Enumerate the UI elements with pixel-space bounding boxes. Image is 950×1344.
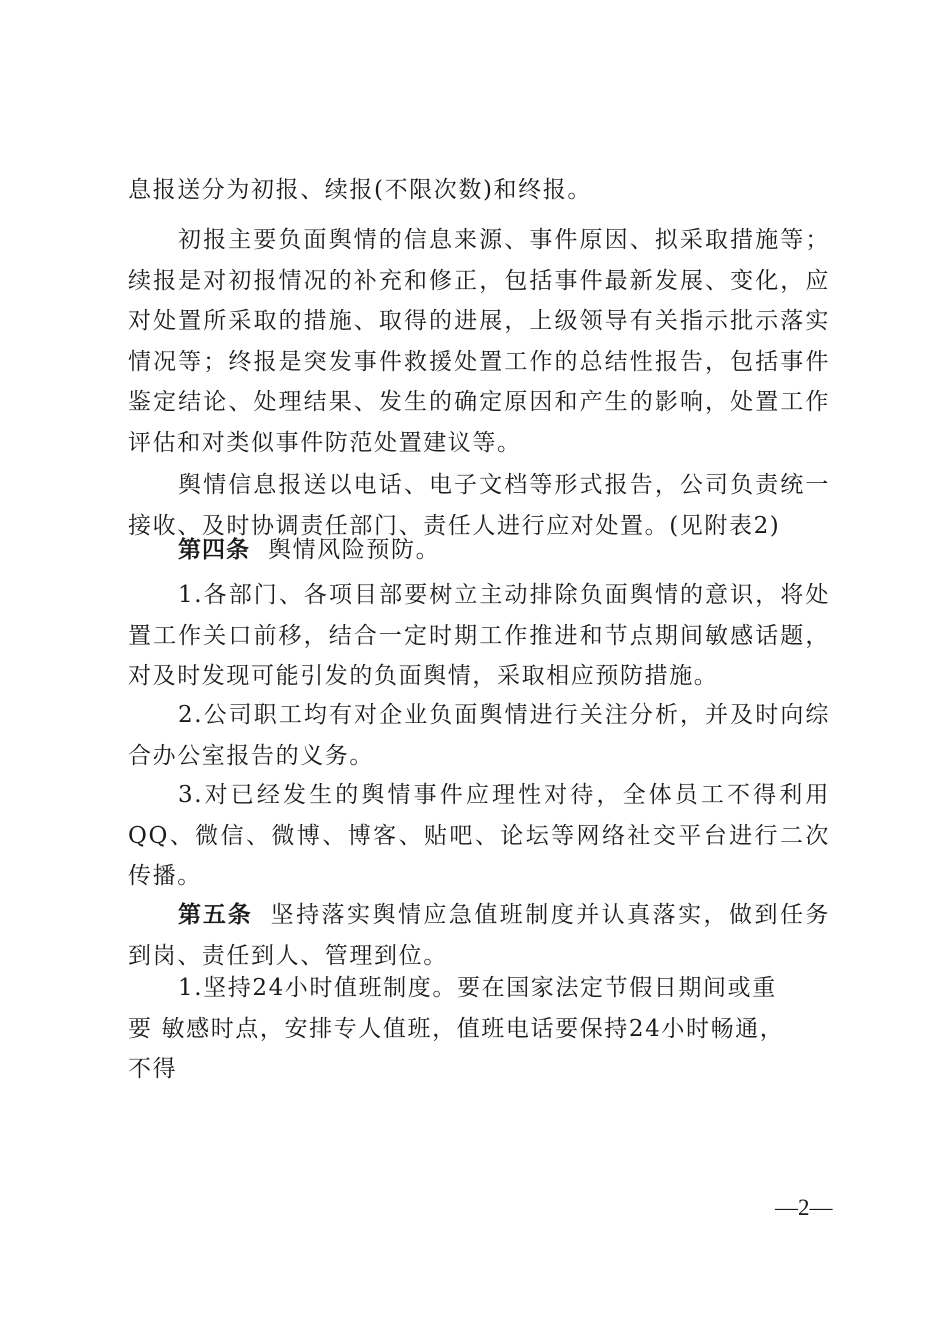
page-number: —2— [775,1195,833,1220]
paragraph-continuation: 息报送分为初报、续报(不限次数)和终报。 [128,177,592,203]
article-5-text: 坚持落实舆情应急值班制度并认真落实，做到任务到岗、责任到人、管理到位。 [128,902,831,969]
duty-line-1: 1.坚持24小时值班制度。要在国家法定节假日期间或重 [178,975,777,1001]
duty-line-3: 不得 [128,1056,178,1082]
paragraph-report-method: 舆情信息报送以电话、电子文档等形式报告，公司负责统一接收、及时协调责任部门、责任人进行应对处置。(见附表2) [128,472,830,539]
article-4-heading [128,530,830,571]
article-5-paragraph [128,895,830,976]
paragraph-report-types: 初报主要负面舆情的信息来源、事件原因、拟采取措施等；续报是对初报情况的补充和修正，包括事件最新发展、变化，应对处置所采取的措施、取得的进展，上级领导有关指示批示落实情况等；终报是突发事件救援处置工作的总结性报告，包括事件鉴定结论、处理结果、发生的确定原因和产生的影响，处置工作评估和对类似事件防范处置建议等。 [128,227,830,456]
article-4-title: 舆情风险预防。 [268,537,441,563]
paragraph-duty-item-1 [128,968,830,1090]
article-4-label: 第四条 [178,537,250,563]
paragraph-item-3: 3.对已经发生的舆情事件应理性对待，全体员工不得利用QQ、微信、微博、博客、贴吧、论坛等网络社交平台进行二次传播。 [128,782,830,889]
duty-line-2: 要 敏感时点，安排专人值班，值班电话要保持24小时畅通， [128,1015,785,1042]
article-5-label: 第五条 [178,902,253,928]
paragraph-item-1: 1.各部门、各项目部要树立主动排除负面舆情的意识，将处置工作关口前移，结合一定时期工作推进和节点期间敏感话题，对及时发现可能引发的负面舆情，采取相应预防措施。 [128,582,830,689]
paragraph-item-2: 2.公司职工均有对企业负面舆情进行关注分析，并及时向综合办公室报告的义务。 [128,702,830,769]
